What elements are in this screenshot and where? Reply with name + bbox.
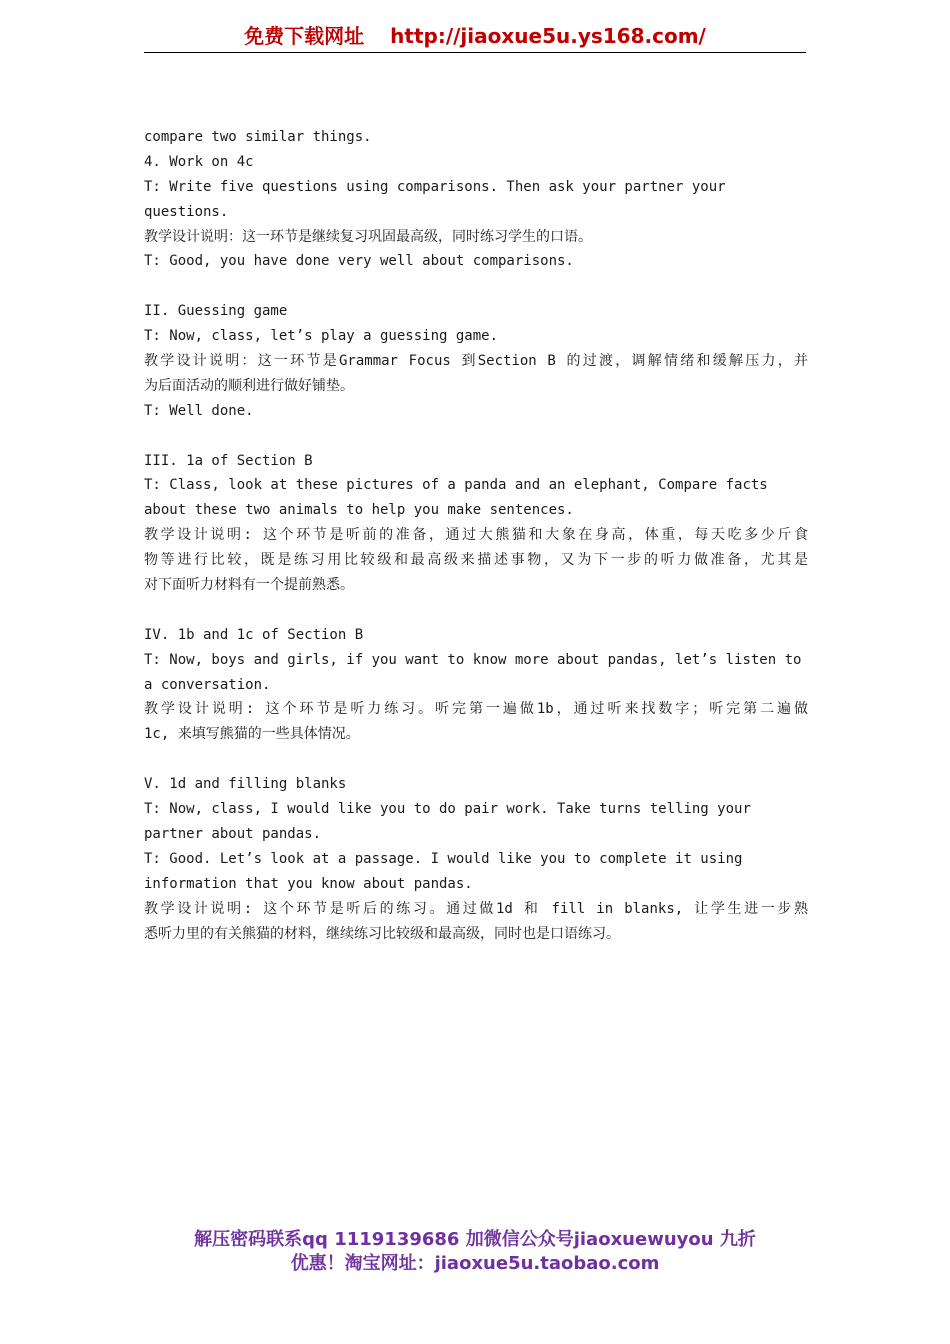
footer-line-1: 解压密码联系qq 1119139686 加微信公众号jiaoxuewuyou 九折 (194, 1229, 756, 1250)
text-line: T: Now, boys and girls, if you want to know more about pandas, let’s listen to (144, 651, 802, 668)
text-line: 悉听力里的有关熊猫的材料，继续练习比较级和最高级，同时也是口语练习。 (144, 925, 620, 942)
header-label: 免费下载网址 (244, 24, 365, 48)
text-line: T: Class, look at these pictures of a panda and an elephant, Compare facts (144, 477, 768, 494)
document-body (144, 125, 808, 946)
text-line: T: Now, class, I would like you to do pair work. Take turns telling your (144, 801, 751, 818)
text-line: compare two similar things. (144, 129, 372, 145)
text-line: V. 1d and filling blanks (144, 776, 347, 793)
text-line: 教学设计说明：这一环节是Grammar Focus 到Section B 的过渡，调解情绪和缓解压力，并 (144, 353, 808, 370)
blank-line (144, 747, 808, 772)
blank-line (144, 598, 808, 623)
page-header (144, 22, 806, 53)
header-url-link[interactable]: http://jiaoxue5u.ys168.com/ (390, 24, 706, 48)
text-line: about these two animals to help you make sentences. (144, 502, 574, 519)
blank-line (144, 274, 808, 299)
text-line: III. 1a of Section B (144, 452, 313, 469)
text-line: 教学设计说明: 这个环节是听前的准备，通过大熊猫和大象在身高，体重，每天吃多少斤食 (144, 527, 808, 544)
text-line: a conversation. (144, 676, 271, 693)
text-line: questions. (144, 203, 229, 220)
text-line: 1c, 来填写熊猫的一些具体情况。 (144, 726, 360, 743)
page-footer (0, 1228, 950, 1276)
text-line: 教学设计说明: 这个环节是听后的练习。通过做1d 和 fill in blanks, 让学生进一步熟 (144, 900, 808, 917)
text-line: partner about pandas. (144, 825, 322, 842)
text-line: 4. Work on 4c (144, 153, 254, 170)
footer-line-2: 优惠！淘宝网址：jiaoxue5u.taobao.com (290, 1253, 660, 1274)
blank-line (144, 424, 808, 449)
text-line: II. Guessing game (144, 303, 288, 320)
text-line: 教学设计说明：这一环节是继续复习巩固最高级，同时练习学生的口语。 (144, 228, 592, 245)
text-line: T: Write five questions using comparisons. Then ask your partner your (144, 178, 726, 195)
text-line: T: Good. Let’s look at a passage. I would like you to complete it using (144, 850, 743, 867)
text-line: T: Well done. (144, 402, 254, 419)
text-line: IV. 1b and 1c of Section B (144, 626, 364, 643)
text-line: information that you know about pandas. (144, 875, 473, 892)
text-line: 为后面活动的顺利进行做好铺垫。 (144, 377, 354, 394)
text-line: 物等进行比较，既是练习用比较级和最高级来描述事物，又为下一步的听力做准备，尤其是 (144, 552, 808, 569)
text-line: 对下面听力材料有一个提前熟悉。 (144, 577, 354, 594)
text-line: T: Good, you have done very well about comparisons. (144, 253, 574, 270)
text-line: T: Now, class, let’s play a guessing game. (144, 328, 499, 345)
text-line: 教学设计说明: 这个环节是听力练习。听完第一遍做1b，通过听来找数字；听完第二遍做 (144, 701, 808, 718)
